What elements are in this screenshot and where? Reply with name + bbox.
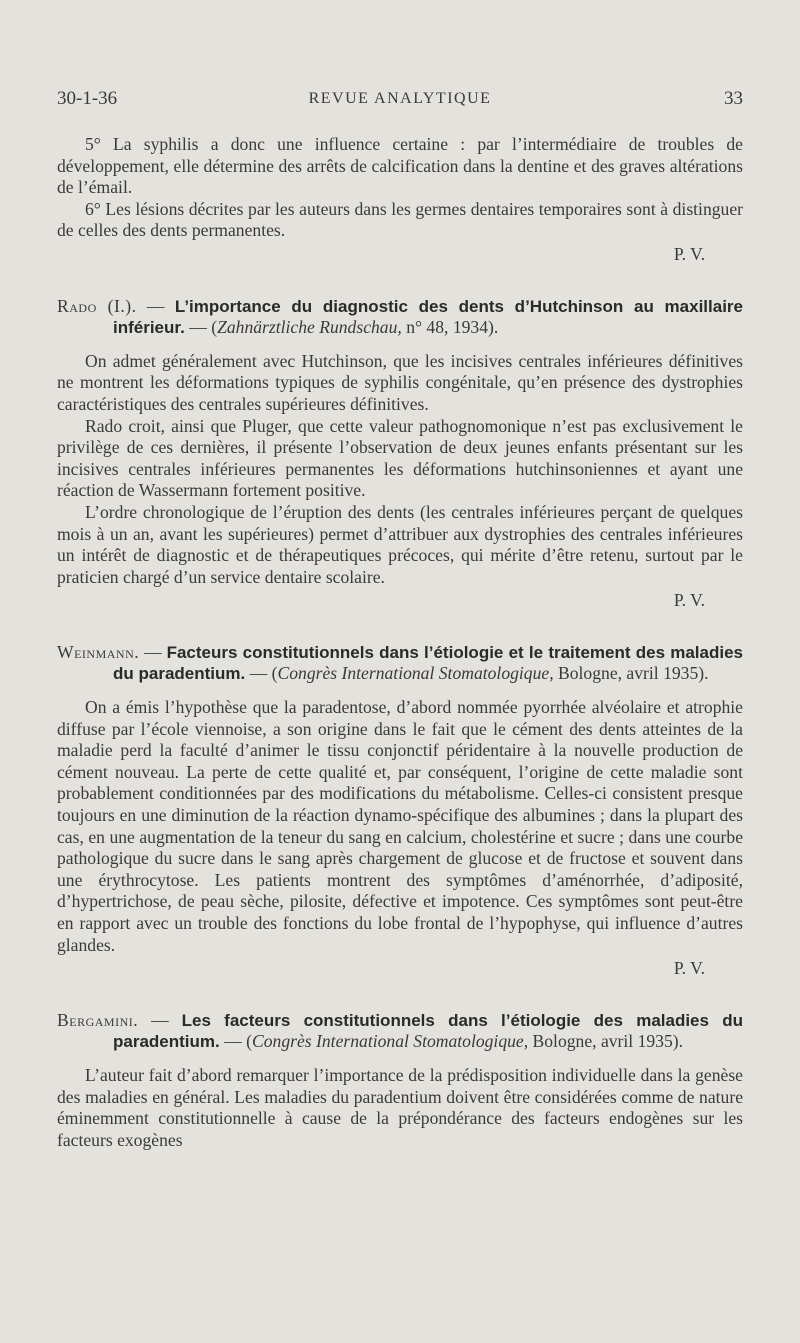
page-header	[57, 88, 743, 118]
intro-paragraph-2: 6° Les lésions décrites par les auteurs dans les germes dentaires temporaires sont à distinguer de celles des dents permanentes.	[57, 198, 743, 241]
header-date: 30-1-36	[57, 88, 118, 109]
entry-source-prefix: — (	[245, 663, 278, 684]
entry-author: Rado (I.).	[57, 295, 137, 316]
entry-heading	[57, 642, 743, 685]
intro-paragraph-1: 5° La syphilis a donc une influence certaine : par l’intermédiaire de troubles de développement, elle détermine des arrêts de calcification dans la dentine et des graves altérations de l’émail.	[57, 134, 743, 198]
entry-heading	[57, 1010, 743, 1053]
entry-title: Les facteurs constitutionnels dans l’étiologie des maladies du paradentium.	[113, 1010, 743, 1052]
entry-journal: Congrès International Stomatologique,	[277, 663, 554, 684]
entry-source-suffix: Bologne, avril 1935).	[553, 663, 709, 684]
entry-heading	[57, 296, 743, 339]
entry-journal: Congrès International Stomatologique,	[252, 1031, 529, 1052]
entry-separator: —	[138, 1009, 182, 1030]
entry-paragraph: On admet généralement avec Hutchinson, que les incisives centrales inférieures définitives ne montrent les déformations typiques de syphilis congénitale, qu’en présence des dystrophies caractéristiques des centrales supérieures définitives.	[57, 350, 743, 414]
entry-separator: —	[136, 295, 175, 316]
page-number: 33	[724, 88, 743, 109]
signature: P. V.	[673, 590, 705, 611]
entry-author: Weinmann.	[57, 641, 140, 662]
header-title: REVUE ANALYTIQUE	[308, 90, 492, 107]
entry-paragraph: Rado croit, ainsi que Pluger, que cette valeur pathognomonique n’est pas exclusivement le privilège de ces dernières, il présente l’observation de deux jeunes enfants présentant sur les incisives centrales inférieures permanentes les déformations hutchinsoniennes et ayant une réaction de Wassermann fortement positive.	[57, 415, 743, 501]
entry-title: Facteurs constitutionnels dans l’étiologie et le traitement des maladies du paradentium.	[113, 642, 744, 684]
entry-source-suffix: Bologne, avril 1935).	[528, 1031, 684, 1052]
entry-paragraph: L’ordre chronologique de l’éruption des dents (les centrales inférieures perçant de quelques mois à un an, avant les supérieures) permet d’attribuer aux dystrophies des centrales inférieures un intérêt de diagnostic et de thérapeutiques précoces, qui mérite d’être retenu, surtout par le praticien chargé d’un service dentaire scolaire.	[57, 501, 743, 587]
entry-journal: Zahnärztliche Rundschau,	[217, 317, 402, 338]
signature: P. V.	[673, 958, 705, 979]
signature: P. V.	[673, 243, 705, 264]
entry-title: L’importance du diagnostic des dents d’Hutchinson au maxillaire inférieur.	[113, 296, 744, 338]
entry-source-prefix: — (	[184, 317, 218, 338]
entry-author: Bergamini.	[57, 1009, 139, 1030]
entry-paragraph: L’auteur fait d’abord remarquer l’importance de la prédisposition individuelle dans la genèse des maladies en général. Les maladies du paradentium doivent être considérées comme de nature éminemment constitutionnelle à cause de la prépondérance des facteurs endogènes sur les facteurs exogènes	[57, 1064, 743, 1150]
page-body	[57, 134, 743, 1151]
entry-paragraph: On a émis l’hypothèse que la paradentose, d’abord nommée pyorrhée alvéolaire et atrophie diffuse par l’école viennoise, a son origine dans le fait que le cément des dents atteintes de la maladie perd la faculté d’animer le tissu conjonctif péridentaire à la nouvelle production de cément nouveau. La perte de cette qualité et, par conséquent, l’origine de cette maladie sont probablement conditionnées par des modifications du métabolisme. Celles-ci consistent presque toujours en une diminution de la réaction dynamo-spécifique des albumines ; dans la plupart des cas, en une augmentation de la teneur du sang en calcium, cholestérine et sucre ; dans une courbe pathologique du sucre dans le sang après chargement de glucose et de fructose et souvent dans une érythrocytose. Les patients montrent des symptômes d’aménorrhée, d’adiposité, d’hypertrichose, de peau sèche, pilosite, défective et impotence. Ces symptômes sont peut-être en rapport avec un trouble des fonctions du lobe frontal de l’hypophyse, qui influence d’autres glandes.	[57, 697, 743, 955]
entry-separator: —	[139, 641, 167, 662]
entry-source-suffix: n° 48, 1934).	[401, 317, 499, 338]
entry-source-prefix: — (	[219, 1031, 252, 1052]
